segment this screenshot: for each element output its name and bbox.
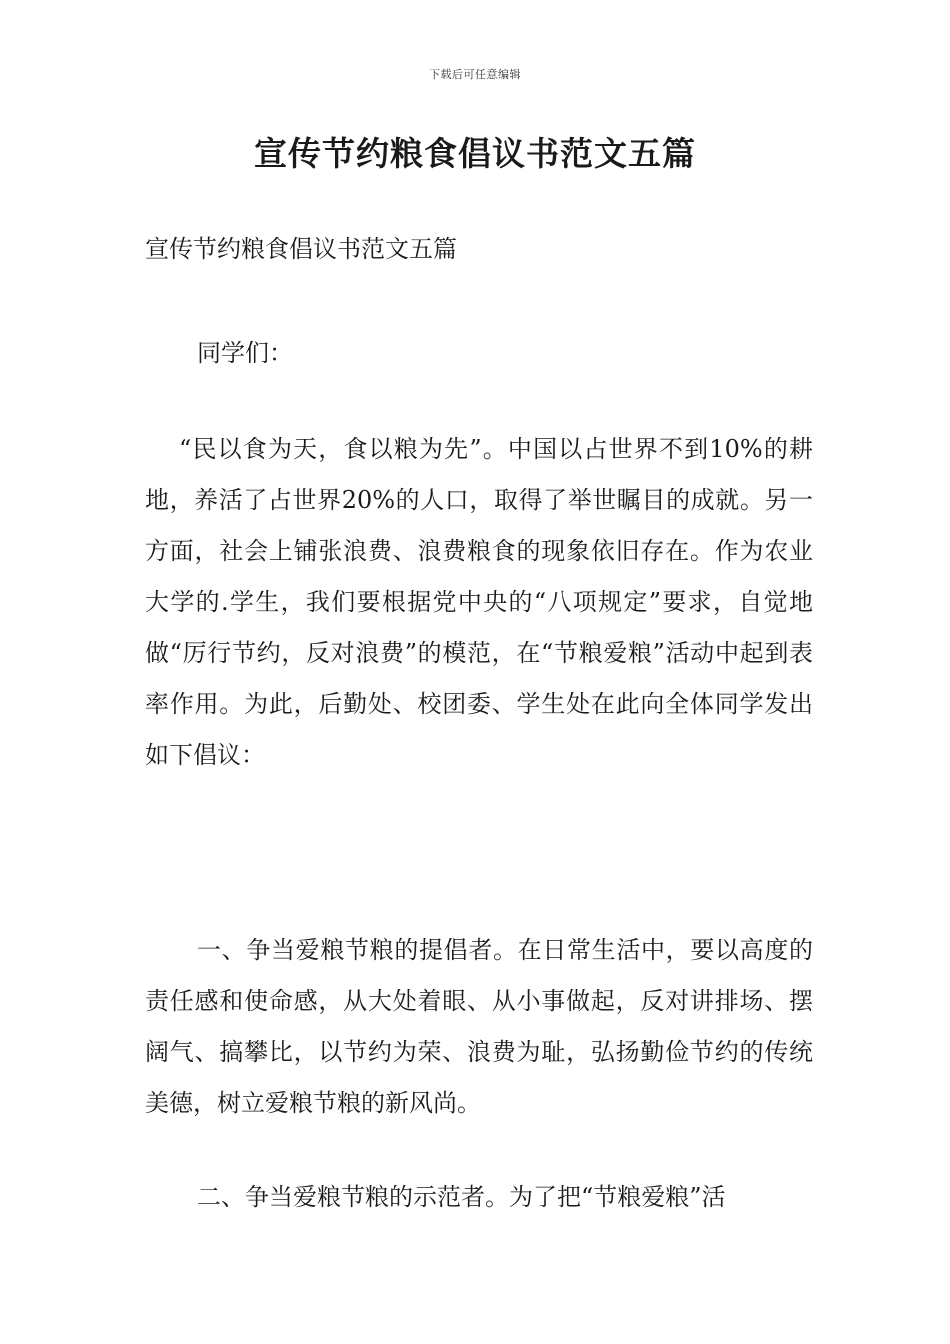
document-title: 宣传节约粮食倡议书范文五篇	[254, 134, 696, 173]
header-note: 下载后可任意编辑	[429, 68, 521, 81]
paragraph-point-two: 二、争当爱粮节粮的示范者。为了把“节粮爱粮”活	[197, 1183, 726, 1211]
document-subtitle: 宣传节约粮食倡议书范文五篇	[145, 235, 457, 263]
paragraph-point-one: 一、争当爱粮节粮的提倡者。在日常生活中，要以高度的责任感和使命感，从大处着眼、从小事做起，反对讲排场、摆阔气、搞攀比，以节约为荣、浪费为耻，弘扬勤俭节约的传统美德，树立爱粮节粮的新风尚。	[145, 936, 813, 1117]
paragraph-intro: “民以食为天，食以粮为先”。中国以占世界不到10%的耕地，养活了占世界20%的人口，取得了举世瞩目的成就。另一方面，社会上铺张浪费、浪费粮食的现象依旧存在。作为农业大学的.学生，我们要根据党中央的“八项规定”要求，自觉地做“厉行节约，反对浪费”的模范，在“节粮爱粮”活动中起到表率作用。为此，后勤处、校团委、学生处在此向全体同学发出如下倡议：	[145, 435, 813, 769]
greeting: 同学们：	[197, 339, 293, 367]
